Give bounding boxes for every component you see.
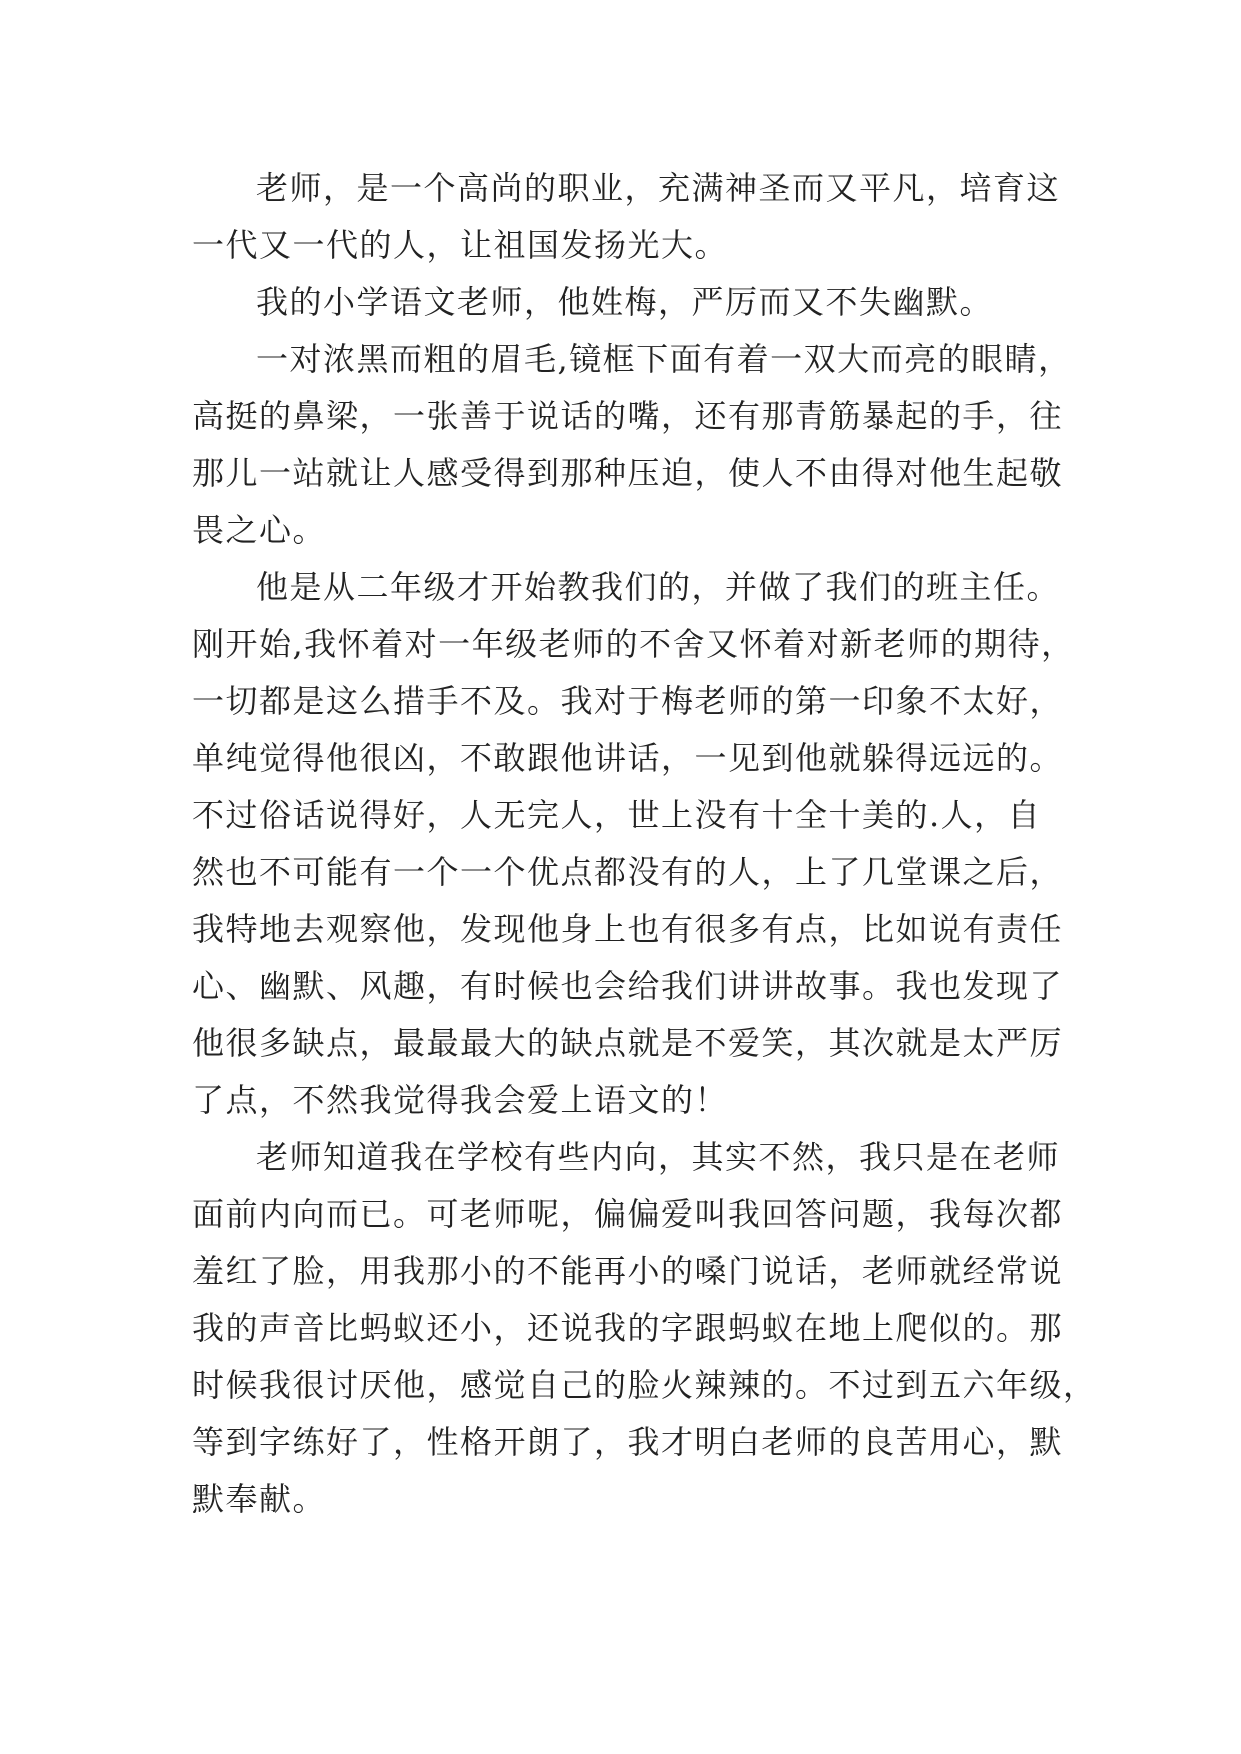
text-line: 不过俗话说得好，人无完人，世上没有十全十美的.人，自: [192, 796, 1042, 834]
text-line: 等到字练好了，性格开朗了，我才明白老师的良苦用心，默: [192, 1423, 1064, 1461]
text-line: 他很多缺点，最最最大的缺点就是不爱笑，其次就是太严厉: [192, 1024, 1064, 1062]
text-line: 羞红了脸，用我那小的不能再小的嗓门说话，老师就经常说: [192, 1252, 1064, 1290]
text-line: 那儿一站就让人感受得到那种压迫，使人不由得对他生起敬: [192, 454, 1064, 492]
text-line: 面前内向而已。可老师呢，偏偏爱叫我回答问题，我每次都: [192, 1195, 1064, 1233]
text-line: 老师知道我在学校有些内向，其实不然，我只是在老师: [256, 1138, 1061, 1176]
text-line: 心、幽默、风趣，有时候也会给我们讲讲故事。我也发现了: [192, 967, 1064, 1005]
text-line: 时候我很讨厌他，感觉自己的脸火辣辣的。不过到五六年级，: [192, 1366, 1097, 1404]
text-line: 畏之心。: [192, 511, 327, 549]
text-line: 单纯觉得他很凶，不敢跟他讲话，一见到他就躲得远远的。: [192, 739, 1064, 777]
text-line: 高挺的鼻梁，一张善于说话的嘴，还有那青筋暴起的手，往: [192, 397, 1064, 435]
text-line: 一切都是这么措手不及。我对于梅老师的第一印象不太好，: [192, 682, 1064, 720]
text-line: 我的声音比蚂蚁还小，还说我的字跟蚂蚁在地上爬似的。那: [192, 1309, 1064, 1347]
document-page: [192, 160, 1097, 1528]
text-line: 老师，是一个高尚的职业，充满神圣而又平凡，培育这: [256, 169, 1061, 207]
text-line: 一对浓黑而粗的眉毛,镜框下面有着一双大而亮的眼睛，: [256, 340, 1072, 378]
text-line: 刚开始,我怀着对一年级老师的不舍又怀着对新老师的期待，: [192, 625, 1075, 663]
text-line: 然也不可能有一个一个优点都没有的人，上了几堂课之后，: [192, 853, 1064, 891]
text-line: 了点，不然我觉得我会爱上语文的！: [192, 1081, 729, 1119]
text-line: 默奉献。: [192, 1480, 327, 1518]
text-line: 我特地去观察他，发现他身上也有很多有点，比如说有责任: [192, 910, 1064, 948]
text-line: 一代又一代的人，让祖国发扬光大。: [192, 226, 729, 264]
text-line: 我的小学语文老师，他姓梅，严厉而又不失幽默。: [256, 283, 994, 321]
text-line: 他是从二年级才开始教我们的，并做了我们的班主任。: [256, 568, 1061, 606]
